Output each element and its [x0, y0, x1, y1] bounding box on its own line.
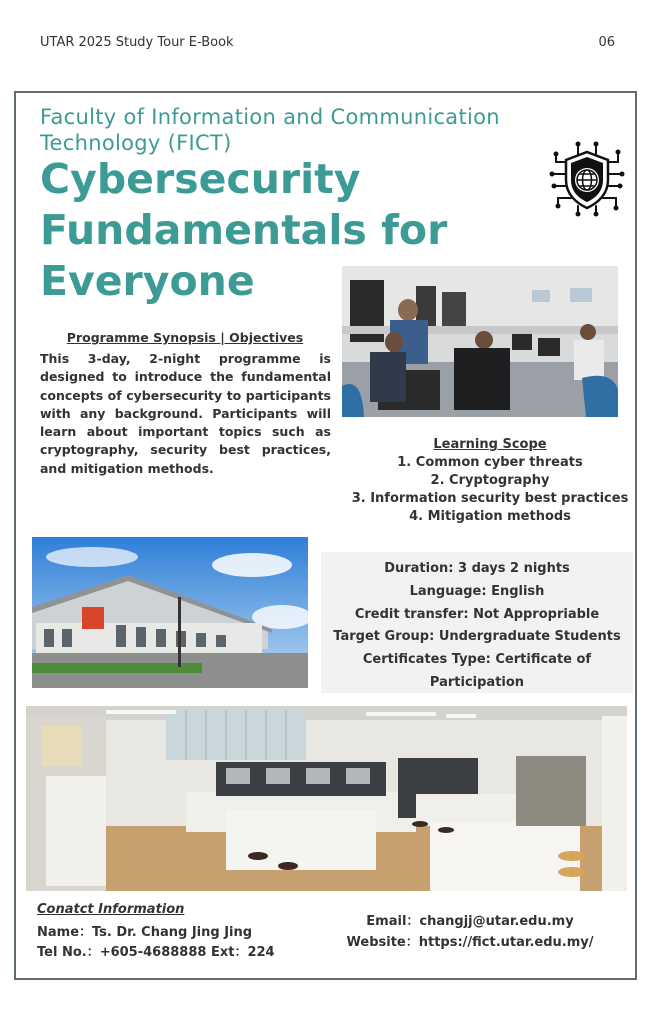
- contact-name: Name：Ts. Dr. Chang Jing Jing: [37, 925, 253, 940]
- learning-scope-item: 1. Common cyber threats: [397, 455, 583, 470]
- laboratory-photo: [26, 706, 627, 891]
- synopsis-body: This 3-day, 2-night programme is designed to introduce the fundamental concepts of cybersecurity to participants with any background. Participants will learn about important topics such as cryptography, security best practices, and mitigation methods.: [40, 351, 331, 476]
- contact-website[interactable]: Website：https://fict.utar.edu.my/: [346, 935, 594, 950]
- certificate-type-text: Certificates Type: Certificate of: [362, 652, 592, 668]
- campus-building-photo: [32, 537, 308, 688]
- learning-scope-item: 2. Cryptography: [430, 473, 550, 488]
- contact-email[interactable]: Email：changjj@utar.edu.my: [366, 914, 574, 929]
- language-text: Language: English: [409, 583, 545, 599]
- certificate-type-text-cont: Participation: [429, 674, 525, 690]
- credit-transfer-text: Credit transfer: Not Appropriable: [354, 606, 600, 622]
- target-group-text: Target Group: Undergraduate Students: [333, 629, 621, 645]
- learning-scope-heading: Learning Scope: [433, 437, 547, 452]
- contact-online: [320, 911, 620, 953]
- cybersecurity-shield-globe-icon: [548, 140, 626, 218]
- ebook-title: UTAR 2025 Study Tour E-Book: [40, 35, 234, 50]
- page-number: 06: [598, 35, 615, 50]
- synopsis-heading: Programme Synopsis | Objectives: [66, 330, 304, 345]
- faculty-name: Faculty of Information and Communication Technology (FICT): [40, 105, 500, 155]
- contact-phone: Tel No.：+605-4688888 Ext：224: [37, 945, 275, 960]
- learning-scope-item: 3. Information security best practices: [351, 491, 629, 506]
- programme-title: Cybersecurity Fundamentals for Everyone: [40, 155, 448, 305]
- learning-scope: [340, 436, 640, 526]
- duration-text: Duration: 3 days 2 nights: [384, 561, 570, 576]
- programme-details-box: [321, 552, 633, 693]
- contact-heading: Conatct Information: [37, 902, 185, 917]
- computer-lab-photo: [342, 266, 618, 417]
- learning-scope-item: 4. Mitigation methods: [409, 509, 571, 524]
